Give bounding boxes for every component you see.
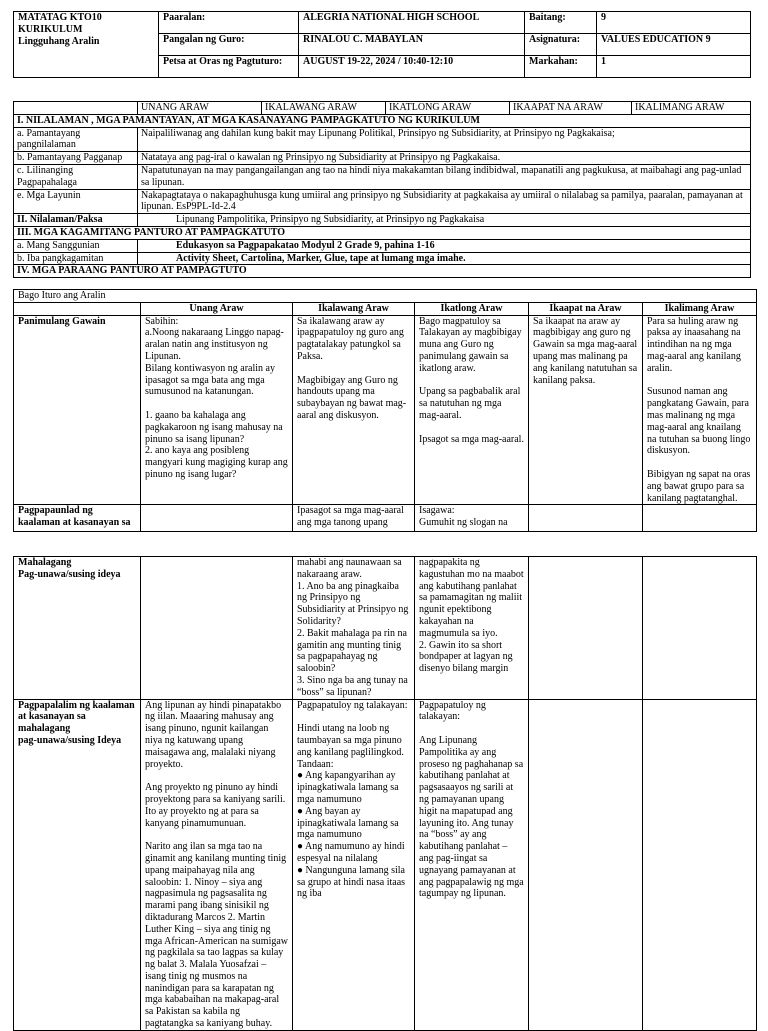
header-table xyxy=(13,11,751,78)
nilalaman-label: II. Nilalaman/Paksa xyxy=(14,214,138,227)
nilalaman-value: Lipunang Pampolitika, Prinsipyo ng Subsidiarity, at Prinsipyo ng Pagkakaisa xyxy=(138,214,751,227)
markahan-label: Markahan: xyxy=(525,56,597,78)
row-value: Napatutunayan na may pangangailangan ang tao na hindi niya makakamtan bilang indibidwal, mapanatili ang pagkukusa, at maibahagi ang pag-unlad sa lipunan. xyxy=(138,164,751,189)
panimula-label: Panimulang Gawain xyxy=(14,315,141,505)
petsa-value: AUGUST 19-22, 2024 / 10:40-12:10 xyxy=(299,56,525,78)
asignatura-value: VALUES EDUCATION 9 xyxy=(597,34,751,56)
blank-cell xyxy=(14,302,141,315)
pagpapaunlad-cell xyxy=(529,505,643,532)
mahalagang-label: Mahalagang Pag-unawa/susing ideya xyxy=(14,557,141,700)
day-header: Ikaapat na Araw xyxy=(529,302,643,315)
mahalagang-cell: mahabi ang naunawaan sa nakaraang araw. 1. Ano ba ang pinagkaiba ng Prinsipyo ng Subsidiarity at Prinsipyo ng Solidarity? 2. Bakit mahalaga pa rin na gamitin ang munting tinig sa pagpapahayag ng saloobin? 3. Sino nga ba ang tunay na “boss” sa lipunan? xyxy=(293,557,415,700)
row-label: b. Pamantayang Pagganap xyxy=(14,152,138,165)
iba-value: Activity Sheet, Cartolina, Marker, Glue, tape at lumang mga imahe. xyxy=(138,252,751,265)
mahalagang-cell: nagpapakita ng kagustuhan mo na maabot ang kabutihang panlahat sa pamamagitan ng maliit ngunit epektibong kakayahan na magmumula sa iyo. 2. Gawin ito sa short bondpaper at lagyan ng disenyo bilang margin xyxy=(415,557,529,700)
row-value: Natataya ang pag-iral o kawalan ng Prinsipyo ng Subsidiarity at Prinsipyo ng Pagkakaisa. xyxy=(138,152,751,165)
pagpapalalim-label: Pagpapalalim ng kaalaman at kasanayan sa mahalagang pag-unawa/susing Ideya xyxy=(14,699,141,1030)
day-header: IKALIMANG ARAW xyxy=(632,102,751,115)
panimula-cell: Sa ikaapat na araw ay magbibigay ang guro ng Gawain sa mga mag-aaral upang mas malinang pa ang kanilang natutuhan sa kanilang paksa. xyxy=(529,315,643,505)
pagpapalalim-cell: Ang lipunan ay hindi pinapatakbo ng iilan. Maaaring mahusay ang isang pinuno, ngunit kailangan niya ng katuwang upang maisagawa ang, malalaki niyang proyekto. Ang proyekto ng pinuno ay hindi proyektong para sa kaniyang sarili. Ito ay proyekto ng at para sa kanyang pinamumunuan. Narito ang ilan sa mga tao na ginamit ang kanilang munting tinig upang maipahayag nila ang saloobin: 1. Ninoy – siya ang nagpasimula ng pagsasalita ng marami pang ibang sinisikil ng diktadurang Marcos 2. Martin Luther King – siya ang tinig ng mga African-American na sumigaw ng pagkilala sa tao lagpas sa kulay ng balat 3. Malala Yuosafzai – isang tinig ng musmos na nanindigan para sa karapatan ng mga kababaihan na makapag-aral sa Pakistan sa kabila ng pagtatangka sa kaniyang buhay. xyxy=(141,699,293,1030)
markahan-value: 1 xyxy=(597,56,751,78)
petsa-label: Petsa at Oras ng Pagtuturo: xyxy=(159,56,299,78)
panimula-cell: Sa ikalawang araw ay ipagpapatuloy ng guro ang pagtatalakay patungkol sa Paksa. Magbibigay ang Guro ng handouts upang ma subaybayan ng bawat mag-aaral ang diskusyon. xyxy=(293,315,415,505)
kagamitan-title: III. MGA KAGAMITANG PANTURO AT PAMPAGKATUTO xyxy=(14,226,751,239)
panimula-cell: Bago magpatuloy sa Talakayan ay magbibigay muna ang Guro ng panimulang gawain sa ikatlong araw. Upang sa pagbabalik aral sa natutuhan ng mga mag-aaral. Ipsagot sa mga mag-aaral. xyxy=(415,315,529,505)
pagpapalalim-cell: Pagpapatuloy ng talakayan: Ang Lipunang Pampolitika ay ang proseso ng paghahanap sa kabutihang panlahat at pagsasaayos ng sarili at ng pamayanan upang higit na mapatupad ang layuning ito. Ang tunay na “boss” ay ang kabutihang panlahat – ang pag-iingat sa ugnayang pamayanan at ang pagpapalawig ng mga tagumpay ng lipunan. xyxy=(415,699,529,1030)
day-header: Unang Araw xyxy=(141,302,293,315)
pagpapaunlad-cell: Isagawa: Gumuhit ng slogan na xyxy=(415,505,529,532)
guro-value: RINALOU C. MABAYLAN xyxy=(299,34,525,56)
bago-title: Bago Ituro ang Aralin xyxy=(14,290,757,303)
content-standards-table xyxy=(13,101,751,278)
mahalagang-cell xyxy=(141,557,293,700)
paraan-title: IV. MGA PARAANG PANTURO AT PAMPAGTUTO xyxy=(14,265,751,278)
mahalagang-cell xyxy=(643,557,757,700)
pagpapalalim-cell: Pagpapatuloy ng talakayan: Hindi utang na loob ng taumbayan sa mga pinuno ang kanilang paglilingkod. Tandaan: ● Ang kapangyarihan ay ipinagkatiwala lamang sa mga namumuno ● Ang bayan ay ipinagkatiwala lamang sa mga namumuno ● Ang namumuno ay hindi espesyal na nilalang ● Nangunguna lamang sila sa grupo at hindi nasa itaas ng iba xyxy=(293,699,415,1030)
sanggunian-value: Edukasyon sa Pagpapakatao Modyul 2 Grade 9, pahina 1-16 xyxy=(138,239,751,252)
row-label: c. Lilinanging Pagpapahalaga xyxy=(14,164,138,189)
day-header: Ikalimang Araw xyxy=(643,302,757,315)
day-header: Ikatlong Araw xyxy=(415,302,529,315)
day-header: Ikalawang Araw xyxy=(293,302,415,315)
section-1-title: I. NILALAMAN , MGA PAMANTAYAN, AT MGA KASANAYANG PAMPAGKATUTO NG KURIKULUM xyxy=(14,114,751,127)
asignatura-label: Asignatura: xyxy=(525,34,597,56)
iba-label: b. Iba pangkagamitan xyxy=(14,252,138,265)
pagpapalalim-cell xyxy=(529,699,643,1030)
bago-ituro-table xyxy=(13,289,757,532)
continuation-table xyxy=(13,556,757,1031)
row-label: e. Mga Layunin xyxy=(14,189,138,214)
pagpapalalim-cell xyxy=(643,699,757,1030)
panimula-cell: Sabihin: a.Noong nakaraang Linggo napag-aralan natin ang institusyon ng Lipunan. Bilang kontiwasyon ng aralin ay ipasagot sa mga bata ang mga sumusunod na katanungan. 1. gaano ba kahalaga ang pagkakaroon ng isang mahusay na pinuno sa isang lipunan? 2. ano kaya ang posibleng mangyari kung magiging kurap ang pinuno ng isang lugar? xyxy=(141,315,293,505)
row-value: Naipaliliwanag ang dahilan kung bakit may Lipunang Politikal, Prinsipyo ng Subsidiarity, at Prinsipyo ng Pagkakaisa; xyxy=(138,127,751,152)
panimula-cell: Para sa huling araw ng paksa ay inaasahang na intindihan na ng mga mag-aaral ang kanilang aralin. Susunod naman ang pangkatang Gawain, para mas malinang ng mga mag-aaral ang knailang na tutuhan sa buong lingo diskusyon. Bibigyan ng sapat na oras ang bawat grupo para sa kanilang pagtatanghal. xyxy=(643,315,757,505)
day-header: IKALAWANG ARAW xyxy=(262,102,386,115)
row-value: Nakapagtataya o nakapaghuhusga kung umiiral ang prinsipyo ng Subsidiarity at pagkakaisa ay umiiral o nilalabag sa pamilya, paaralan, pamayanan at lipunan. EsP9PL-Id-2.4 xyxy=(138,189,751,214)
pagpapaunlad-cell xyxy=(141,505,293,532)
guro-label: Pangalan ng Guro: xyxy=(159,34,299,56)
day-header: IKAAPAT NA ARAW xyxy=(510,102,632,115)
curriculum-title: MATATAG KTO10 KURIKULUM Lingguhang Aralin xyxy=(14,12,159,78)
day-header: UNANG ARAW xyxy=(138,102,262,115)
mahalagang-cell xyxy=(529,557,643,700)
pagpapaunlad-label: Pagpapaunlad ng kaalaman at kasanayan sa xyxy=(14,505,141,532)
pagpapaunlad-cell xyxy=(643,505,757,532)
day-header: IKATLONG ARAW xyxy=(386,102,510,115)
baitang-value: 9 xyxy=(597,12,751,34)
row-label: a. Pamantayang pangnilalaman xyxy=(14,127,138,152)
blank-cell xyxy=(14,102,138,115)
sanggunian-label: a. Mang Sanggunian xyxy=(14,239,138,252)
paaralan-value: ALEGRIA NATIONAL HIGH SCHOOL xyxy=(299,12,525,34)
paaralan-label: Paaralan: xyxy=(159,12,299,34)
pagpapaunlad-cell: Ipasagot sa mga mag-aaral ang mga tanong upang xyxy=(293,505,415,532)
baitang-label: Baitang: xyxy=(525,12,597,34)
